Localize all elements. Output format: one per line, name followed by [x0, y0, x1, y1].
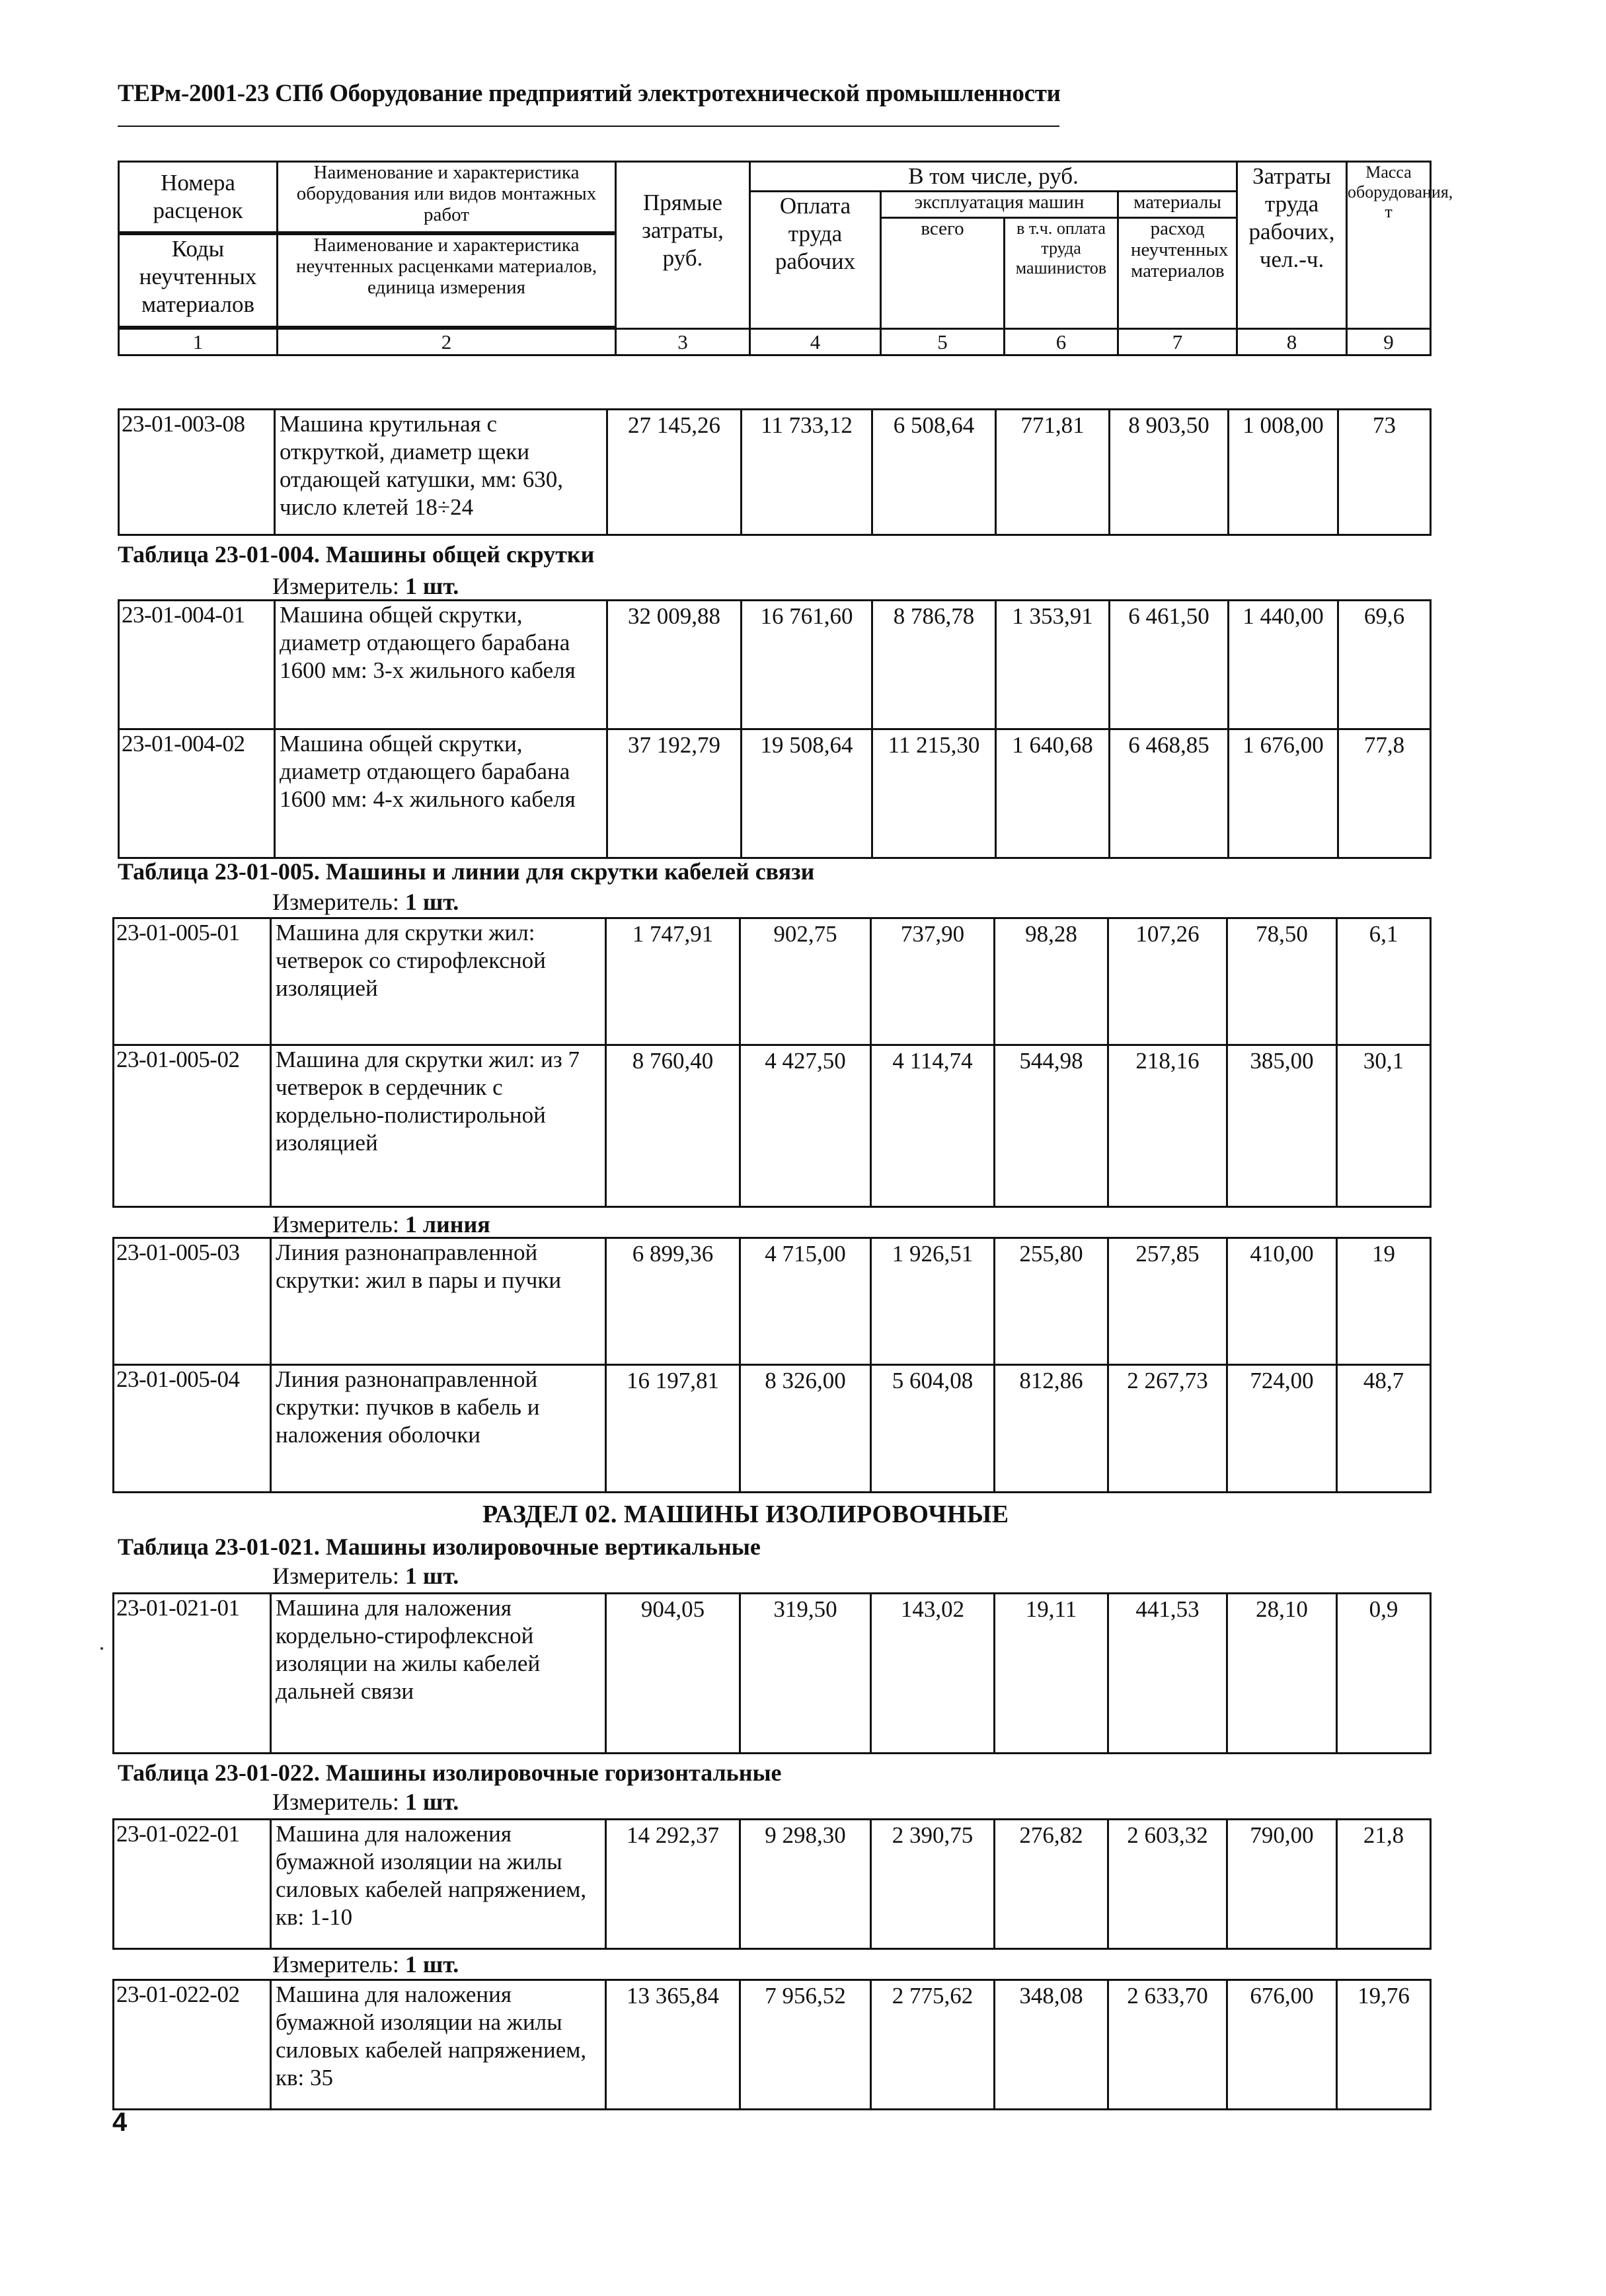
rate-name: Машина для скрутки жил: четверок со стирофлексной изоляцией	[271, 918, 606, 1045]
materials-cost: 218,16	[1108, 1045, 1227, 1207]
rates-table-003	[118, 408, 1432, 536]
table-row	[114, 1045, 1431, 1207]
header-col-number: 1	[119, 329, 278, 355]
table-row	[114, 1980, 1431, 2110]
header-including-group: В том числе, руб.	[750, 162, 1237, 192]
equipment-mass: 21,8	[1337, 1820, 1431, 1949]
header-col-number: 5	[881, 329, 1005, 355]
direct-costs: 32 009,88	[607, 601, 742, 729]
table-row	[114, 1238, 1431, 1365]
header-machines-total: всего	[881, 218, 1005, 329]
measure-unit-022a: Измеритель: 1 шт.	[272, 1789, 459, 1815]
machines-total: 5 604,08	[871, 1365, 995, 1493]
equipment-mass: 73	[1338, 410, 1431, 535]
header-direct-costs: Прямые затраты, руб.	[616, 162, 750, 329]
machines-total: 143,02	[871, 1594, 995, 1754]
equipment-mass: 48,7	[1337, 1365, 1431, 1493]
rates-table-005a	[112, 917, 1432, 1208]
table-caption-005: Таблица 23-01-005. Машины и линии для скрутки кабелей связи	[118, 858, 815, 885]
rate-code: 23-01-003-08	[119, 410, 275, 535]
header-col-number: 8	[1237, 329, 1347, 355]
header-labor-hours: Затраты труда рабочих, чел.-ч.	[1237, 162, 1347, 329]
worker-pay: 902,75	[740, 918, 871, 1045]
labor-hours: 410,00	[1227, 1238, 1337, 1365]
measure-unit-005: Измеритель: 1 шт.	[272, 889, 459, 915]
measure-unit-004: Измеритель: 1 шт.	[272, 573, 459, 599]
worker-pay: 19 508,64	[742, 729, 872, 858]
rate-code: 23-01-005-02	[114, 1045, 271, 1207]
materials-cost: 107,26	[1108, 918, 1227, 1045]
rate-code: 23-01-022-01	[114, 1820, 271, 1949]
table-caption-021: Таблица 23-01-021. Машины изолировочные вертикальные	[118, 1534, 761, 1560]
rate-name: Машина для наложения кордельно-стирофлексной изоляции на жилы кабелей дальней связи	[271, 1594, 606, 1754]
equipment-mass: 0,9	[1337, 1594, 1431, 1754]
table-caption-004: Таблица 23-01-004. Машины общей скрутки	[118, 541, 595, 568]
machinist-pay: 1 640,68	[996, 729, 1110, 858]
machinist-pay: 348,08	[995, 1980, 1108, 2110]
worker-pay: 4 427,50	[740, 1045, 871, 1207]
rate-name: Машина для наложения бумажной изоляции на жилы силовых кабелей напряжением, кв: 35	[271, 1980, 606, 2110]
table-caption-022: Таблица 23-01-022. Машины изолировочные горизонтальные	[118, 1759, 782, 1786]
rate-name: Линия разнонаправленной скрутки: пучков в кабель и наложения оболочки	[271, 1365, 606, 1493]
machines-total: 737,90	[871, 918, 995, 1045]
rates-table-005b	[112, 1237, 1432, 1493]
materials-cost: 6 468,85	[1110, 729, 1229, 858]
materials-cost: 441,53	[1108, 1594, 1227, 1754]
equipment-mass: 19	[1337, 1238, 1431, 1365]
page-number: 4	[112, 2108, 128, 2137]
header-materials-group: материалы	[1118, 192, 1237, 218]
rate-name: Машина общей скрутки, диаметр отдающего барабана 1600 мм: 3-х жильного кабеля	[275, 601, 607, 729]
rate-code: 23-01-004-02	[119, 729, 275, 858]
machinist-pay: 544,98	[995, 1045, 1108, 1207]
measure-unit-021: Измеритель: 1 шт.	[272, 1563, 459, 1589]
materials-cost: 6 461,50	[1110, 601, 1229, 729]
table-row	[119, 729, 1431, 858]
worker-pay: 7 956,52	[740, 1980, 871, 2110]
labor-hours: 1 008,00	[1229, 410, 1338, 535]
labor-hours: 1 440,00	[1229, 601, 1338, 729]
machinist-pay: 19,11	[995, 1594, 1108, 1754]
table-row	[114, 1365, 1431, 1493]
table-row	[114, 1594, 1431, 1754]
rate-code: 23-01-004-01	[119, 601, 275, 729]
machines-total: 2 390,75	[871, 1820, 995, 1949]
direct-costs: 904,05	[606, 1594, 740, 1754]
machinist-pay: 276,82	[995, 1820, 1108, 1949]
header-machinist-pay: в т.ч. оплата труда машинистов	[1005, 218, 1118, 329]
equipment-mass: 77,8	[1338, 729, 1431, 858]
labor-hours: 1 676,00	[1229, 729, 1338, 858]
direct-costs: 37 192,79	[607, 729, 742, 858]
rate-name: Машина для скрутки жил: из 7 четверок в сердечник с кордельно-полистирольной изоляцией	[271, 1045, 606, 1207]
header-rate-number: Номера расценок	[119, 162, 278, 233]
rate-name: Линия разнонаправленной скрутки: жил в пары и пучки	[271, 1238, 606, 1365]
rate-name: Машина крутильная с откруткой, диаметр щеки отдающей катушки, мм: 630, число клетей 18÷24	[275, 410, 607, 535]
page-header: ТЕРм-2001-23 СПб Оборудование предприятий электротехнической промышленности	[118, 80, 1061, 107]
table-row	[114, 918, 1431, 1045]
table-row	[119, 601, 1431, 729]
equipment-mass: 30,1	[1337, 1045, 1431, 1207]
labor-hours: 676,00	[1227, 1980, 1337, 2110]
materials-cost: 8 903,50	[1110, 410, 1229, 535]
worker-pay: 8 326,00	[740, 1365, 871, 1493]
rates-table-022b	[112, 1979, 1432, 2110]
rate-code: 23-01-005-03	[114, 1238, 271, 1365]
machinist-pay: 812,86	[995, 1365, 1108, 1493]
section-title-02: РАЗДЕЛ 02. МАШИНЫ ИЗОЛИРОВОЧНЫЕ	[482, 1500, 1009, 1528]
machines-total: 6 508,64	[872, 410, 996, 535]
direct-costs: 6 899,36	[606, 1238, 740, 1365]
header-unaccounted-materials: расход неучтенных материалов	[1118, 218, 1237, 329]
measure-unit-022b: Измеритель: 1 шт.	[272, 1951, 459, 1978]
rates-table-022a	[112, 1818, 1432, 1950]
column-header-table	[118, 161, 1453, 356]
header-col-number: 3	[616, 329, 750, 355]
header-divider	[118, 126, 1059, 127]
worker-pay: 11 733,12	[742, 410, 872, 535]
machines-total: 4 114,74	[871, 1045, 995, 1207]
header-equipment-mass: Масса оборудования, т	[1347, 162, 1431, 329]
header-work-name: Наименование и характеристика оборудования или видов монтажных работ	[278, 162, 616, 233]
materials-cost: 257,85	[1108, 1238, 1227, 1365]
labor-hours: 385,00	[1227, 1045, 1337, 1207]
scan-speck	[100, 1647, 103, 1650]
machinist-pay: 1 353,91	[996, 601, 1110, 729]
machines-total: 11 215,30	[872, 729, 996, 858]
machines-total: 1 926,51	[871, 1238, 995, 1365]
worker-pay: 9 298,30	[740, 1820, 871, 1949]
materials-cost: 2 633,70	[1108, 1980, 1227, 2110]
machinist-pay: 255,80	[995, 1238, 1108, 1365]
header-col-number: 6	[1005, 329, 1118, 355]
header-worker-pay: Оплата труда рабочих	[750, 192, 881, 329]
direct-costs: 13 365,84	[606, 1980, 740, 2110]
header-material-names: Наименование и характеристика неучтенных расценками материалов, единица измерения	[278, 235, 616, 327]
worker-pay: 319,50	[740, 1594, 871, 1754]
direct-costs: 27 145,26	[607, 410, 742, 535]
labor-hours: 790,00	[1227, 1820, 1337, 1949]
rates-table-021	[112, 1592, 1432, 1754]
direct-costs: 16 197,81	[606, 1365, 740, 1493]
direct-costs: 8 760,40	[606, 1045, 740, 1207]
direct-costs: 14 292,37	[606, 1820, 740, 1949]
rate-code: 23-01-022-02	[114, 1980, 271, 2110]
header-machines-group: эксплуатация машин	[881, 192, 1118, 218]
rate-code: 23-01-005-04	[114, 1365, 271, 1493]
table-row	[114, 1820, 1431, 1949]
machinist-pay: 98,28	[995, 918, 1108, 1045]
direct-costs: 1 747,91	[606, 918, 740, 1045]
header-col-number: 4	[750, 329, 881, 355]
table-row	[119, 410, 1431, 535]
equipment-mass: 19,76	[1337, 1980, 1431, 2110]
machines-total: 2 775,62	[871, 1980, 995, 2110]
measure-unit-005-line: Измеритель: 1 линия	[272, 1211, 490, 1238]
materials-cost: 2 603,32	[1108, 1820, 1227, 1949]
header-col-number: 7	[1118, 329, 1237, 355]
equipment-mass: 6,1	[1337, 918, 1431, 1045]
rate-name: Машина для наложения бумажной изоляции на жилы силовых кабелей напряжением, кв: 1-10	[271, 1820, 606, 1949]
materials-cost: 2 267,73	[1108, 1365, 1227, 1493]
rates-table-004	[118, 599, 1432, 859]
machines-total: 8 786,78	[872, 601, 996, 729]
header-col-number: 2	[278, 329, 616, 355]
worker-pay: 4 715,00	[740, 1238, 871, 1365]
rate-code: 23-01-005-01	[114, 918, 271, 1045]
rate-code: 23-01-021-01	[114, 1594, 271, 1754]
rate-name: Машина общей скрутки, диаметр отдающего барабана 1600 мм: 4-х жильного кабеля	[275, 729, 607, 858]
header-col-number: 9	[1347, 329, 1431, 355]
header-material-codes: Коды неучтенных материалов	[119, 235, 278, 327]
worker-pay: 16 761,60	[742, 601, 872, 729]
machinist-pay: 771,81	[996, 410, 1110, 535]
labor-hours: 78,50	[1227, 918, 1337, 1045]
labor-hours: 28,10	[1227, 1594, 1337, 1754]
labor-hours: 724,00	[1227, 1365, 1337, 1493]
equipment-mass: 69,6	[1338, 601, 1431, 729]
